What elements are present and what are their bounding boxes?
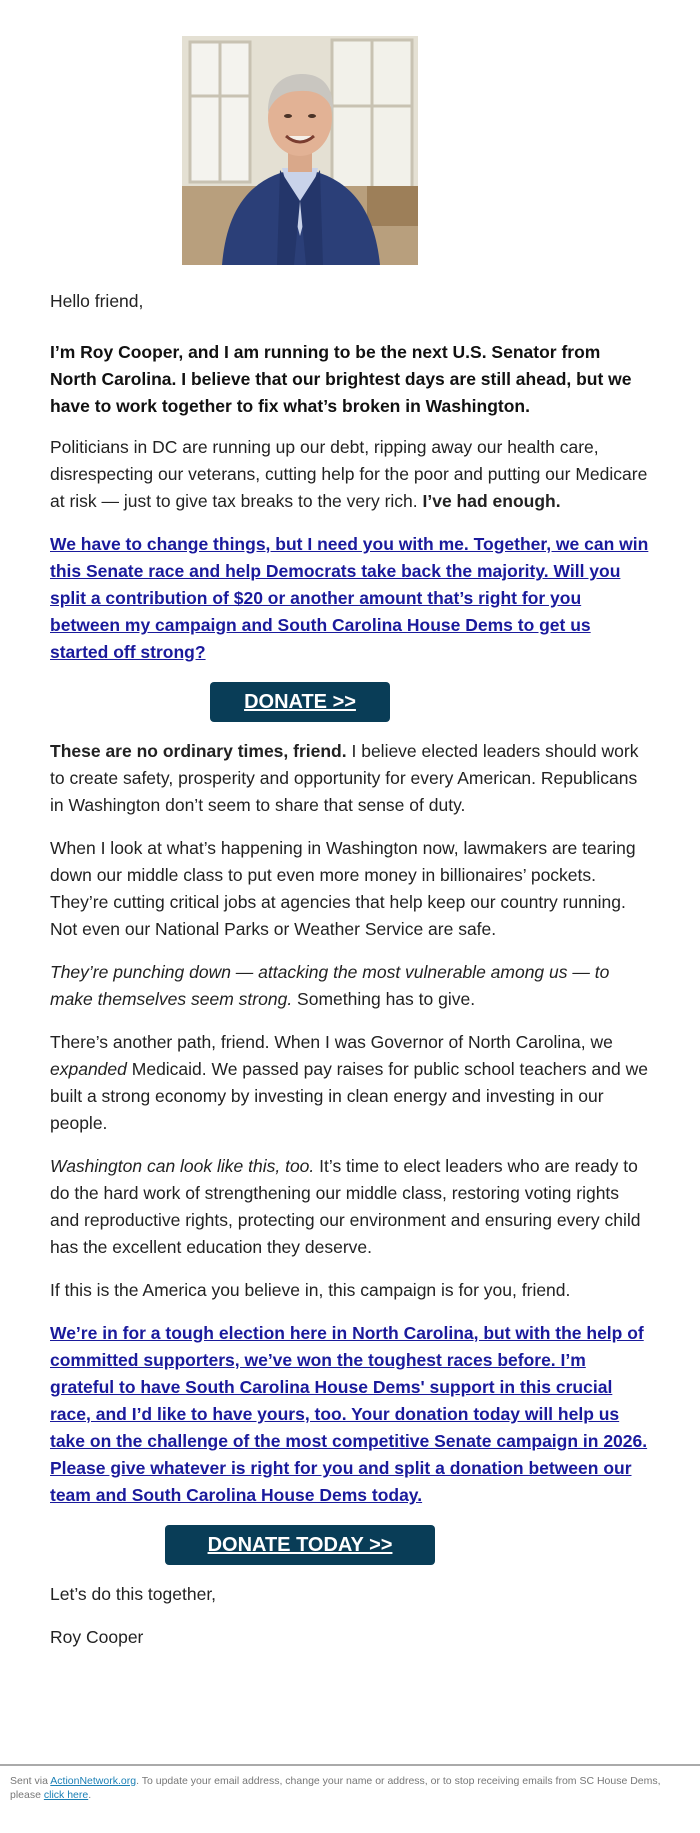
donate-button-row-2 [50,1525,650,1565]
email-body [50,0,650,1667]
greeting: Hello friend, [50,291,144,311]
candidate-photo-image [182,36,418,265]
footer-prefix: Sent via [10,1775,51,1787]
paragraph-punching-text: Something has to give. [292,989,476,1009]
footer-actionnetwork-link[interactable]: ActionNetwork.org [50,1775,137,1787]
footer-middle: . To update your email address, change your name or address, or to stop receiving emails from SC House Dems, please [10,1775,661,1801]
paragraph-politicians [50,434,650,515]
paragraph-america: If this is the America you believe in, this campaign is for you, friend. [50,1280,571,1300]
paragraph-governor-text-a: There’s another path, friend. When I was Governor of North Carolina, we [50,1032,613,1052]
paragraph-ordinary-bold: These are no ordinary times, friend. [50,741,347,761]
ask-paragraph-2 [50,1320,650,1509]
intro-bold-paragraph: I’m Roy Cooper, and I am running to be the next U.S. Senator from North Carolina. I believe that our brightest days are still ahead, but we have to work together to fix what’s broken in Washington. [50,342,632,416]
header-photo-container [50,0,650,270]
paragraph-look-like [50,1153,650,1261]
paragraph-washington: When I look at what’s happening in Washington now, lawmakers are tearing down our middle class to put even more money in billionaires’ pockets. They’re cutting critical jobs at agencies that help keep our country running. Not even our National Parks or Weather Service are safe. [50,838,636,939]
paragraph-governor-italic: expanded [50,1059,127,1079]
paragraph-look-like-text: It’s time to elect leaders who are ready to do the hard work of strengthening our middle class, restoring voting rights and reproductive rights, protecting our environment and ensuring every child has the excellent education they deserve. [50,1156,641,1257]
paragraph-ordinary-text: I believe elected leaders should work to create safety, prosperity and opportunity for every American. Republicans in Washington don’t seem to share that sense of duty. [50,741,639,815]
paragraph-punching-down [50,959,650,1013]
candidate-photo [182,36,418,265]
donate-button-row-1 [50,682,650,722]
ask-link-1[interactable]: We have to change things, but I need you with me. Together, we can win this Senate race and help Democrats take back the majority. Will you split a contribution of $20 or another amount that’s right for you between my campaign and South Carolina House Dems to get us started off strong? [50,534,649,662]
footer-divider [0,1764,700,1766]
donate-button[interactable]: DONATE >> [210,682,390,722]
paragraph-politicians-bold: I’ve had enough. [422,491,561,511]
ask-link-2[interactable]: We’re in for a tough election here in North Carolina, but with the help of committed supporters, we’ve won the toughest races before. I’m grateful to have South Carolina House Dems' support in this crucial race, and I’d like to have yours, too. Your donation today will help us take on the challenge of the most competitive Senate campaign in 2026. Please give whatever is right for you and split a donation between our team and South Carolina House Dems today. [50,1323,648,1505]
footer-unsubscribe-link[interactable]: click here [43,1789,89,1801]
donate-today-button[interactable]: DONATE TODAY >> [165,1525,435,1565]
closing: Let’s do this together, [50,1584,217,1604]
paragraph-politicians-text: Politicians in DC are running up our debt, ripping away our health care, disrespecting our veterans, cutting help for the poor and putting our Medicare at risk — just to give tax breaks to the very rich. [50,437,648,511]
paragraph-governor-text-b: Medicaid. We passed pay raises for public school teachers and we built a strong economy by investing in clean energy and investing in our people. [50,1059,648,1133]
footer [10,1774,670,1802]
paragraph-governor [50,1029,650,1137]
footer-suffix: . [88,1789,92,1801]
paragraph-punching-italic: They’re punching down — attacking the most vulnerable among us — to make themselves seem strong. [50,962,610,1009]
signature: Roy Cooper [50,1627,144,1647]
ask-paragraph-1 [50,531,650,666]
paragraph-look-like-italic: Washington can look like this, too. [50,1156,315,1176]
paragraph-ordinary-times [50,738,650,819]
